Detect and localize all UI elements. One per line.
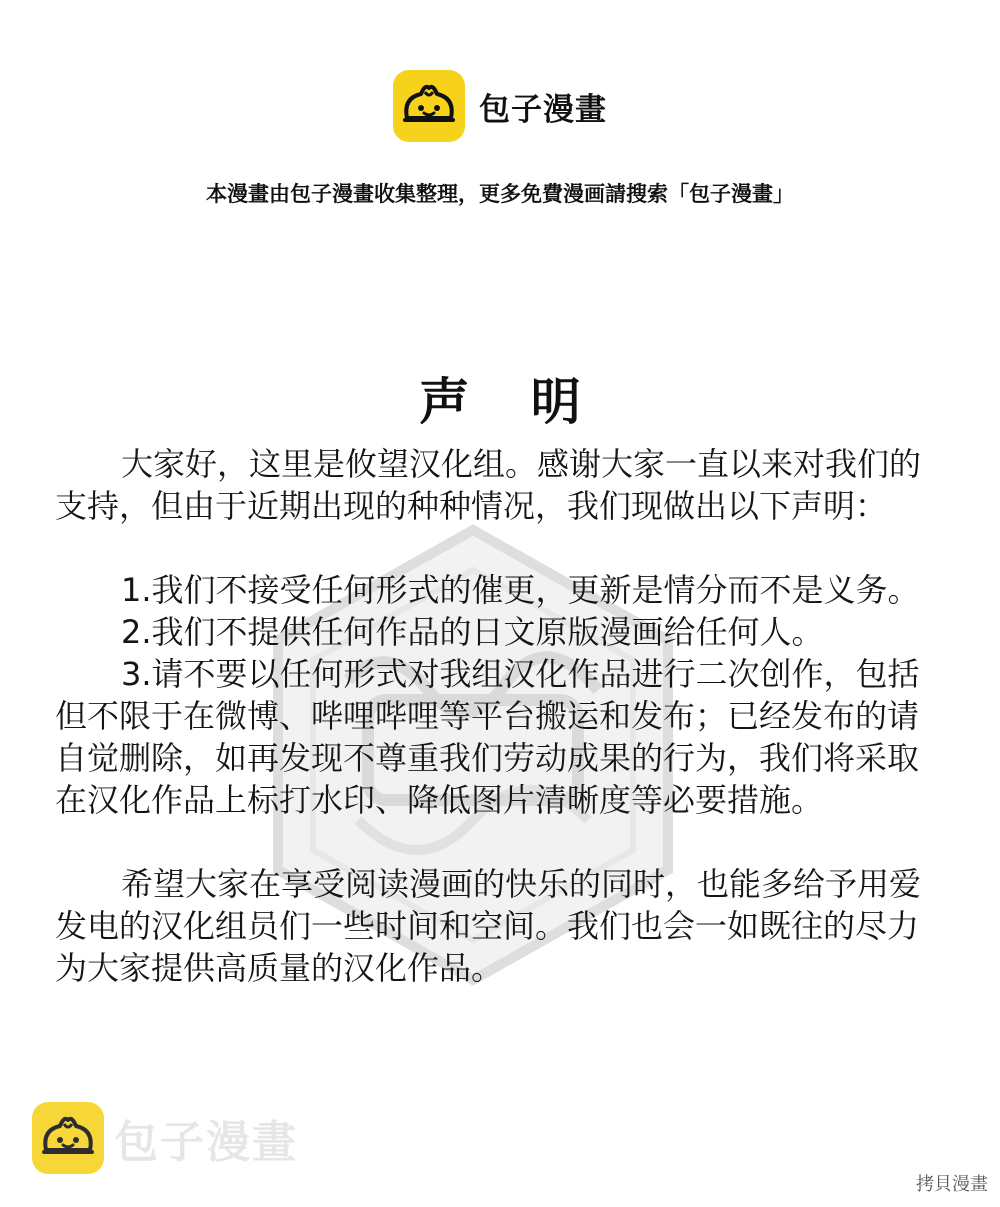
- intro-paragraph: 大家好，这里是攸望汉化组。感谢大家一直以来对我们的支持，但由于近期出现的种种情况，我们现做出以下声明：: [55, 445, 922, 525]
- rule-1: 1.我们不接受任何形式的催更，更新是情分而不是义务。: [121, 571, 920, 609]
- bun-logo-icon: [393, 70, 465, 142]
- tagline: 本漫畫由包子漫畫收集整理，更多免費漫画請搜索「包子漫畫」: [206, 182, 794, 206]
- closing-paragraph: 希望大家在享受阅读漫画的快乐的同时，也能多给予用爱发电的汉化组员们一些时间和空间。我们也会一如既往的尽力为大家提供高质量的汉化作品。: [55, 865, 922, 987]
- copy-stamp: 拷貝漫畫: [916, 1174, 988, 1195]
- corner-brand-name: 包子漫畫: [114, 1117, 298, 1168]
- rule-3: 3.请不要以任何形式对我组汉化作品进行二次创作，包括但不限于在微博、哔哩哔哩等平台搬运和发布；已经发布的请自觉删除，如再发现不尊重我们劳动成果的行为，我们将采取在汉化作品上标打水印、降低图片清晰度等必要措施。: [55, 655, 920, 819]
- declaration-body: [55, 443, 935, 989]
- brand-name: 包子漫畫: [479, 91, 607, 128]
- brand-header: [0, 70, 1000, 142]
- bun-logo-icon: [32, 1102, 104, 1174]
- corner-watermark: [32, 1102, 298, 1174]
- declaration-title: 声 明: [419, 373, 603, 431]
- rule-2: 2.我们不提供任何作品的日文原版漫画给任何人。: [121, 613, 824, 651]
